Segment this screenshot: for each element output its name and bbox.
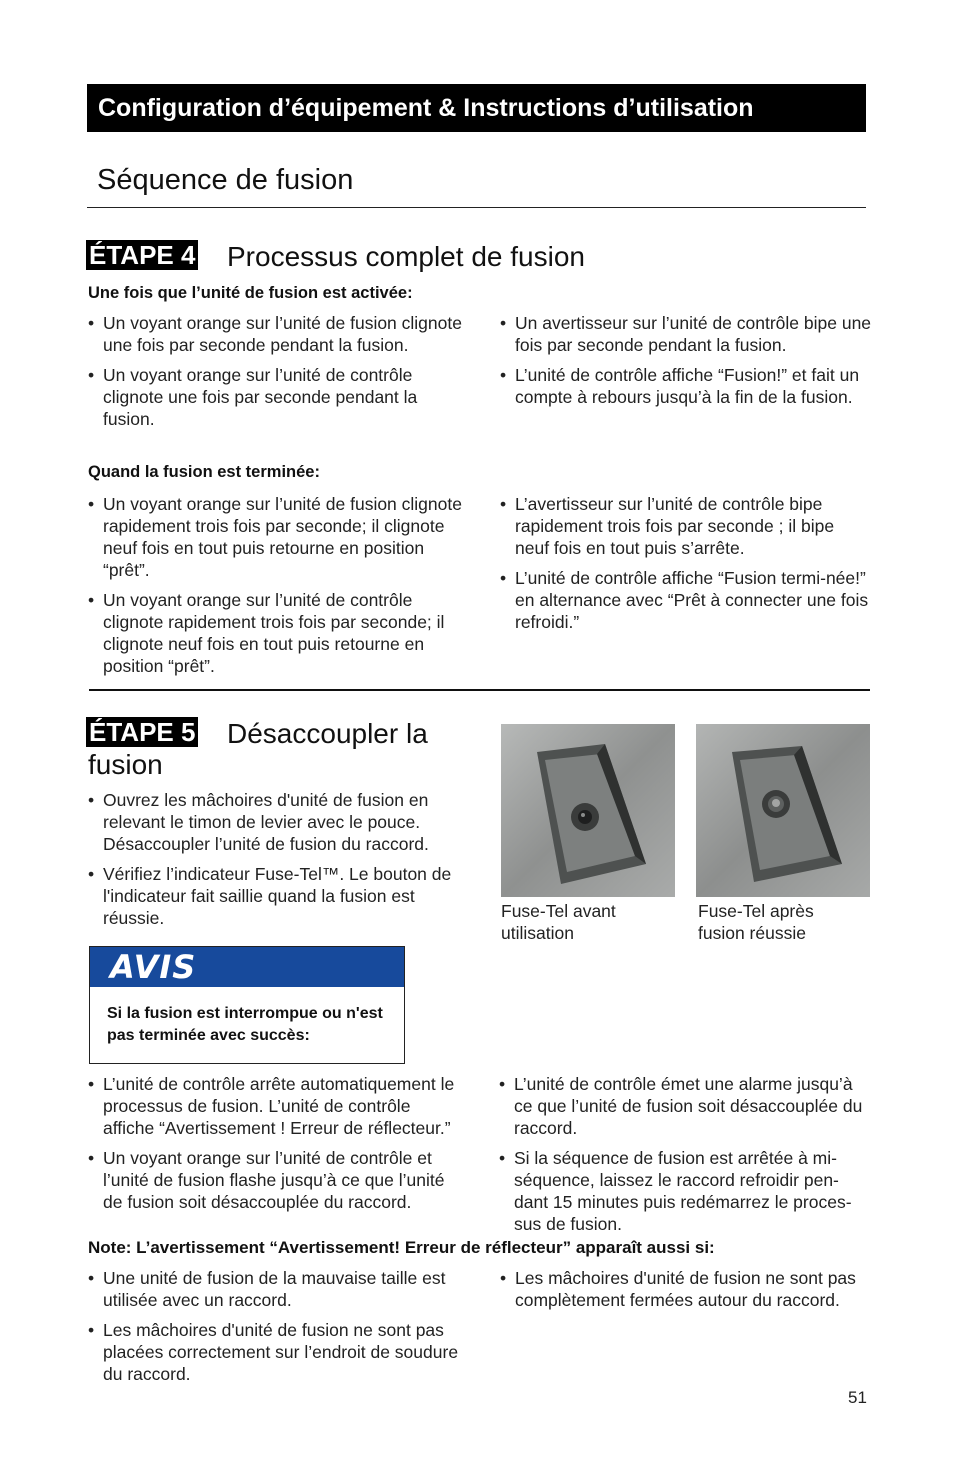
list-item: • Si la séquence de fusion est arrêtée à mi-séquence, laissez le raccord refroidir pen-dant 15 minutes puis redémarrez le proces-sus de fusion. (499, 1147, 867, 1235)
header-title: Configuration d’équipement & Instructions d’utilisation (98, 94, 754, 122)
step4-finished-right-list (500, 493, 872, 641)
list-item: • L’unité de contrôle émet une alarme jusqu’à ce que l’unité de fusion soit désaccouplée du raccord. (499, 1073, 867, 1139)
list-item: • Un voyant orange sur l’unité de contrôle et l’unité de fusion flashe jusqu’à ce que l’unité de fusion soit désaccouplée du raccord. (88, 1147, 460, 1213)
section-divider (87, 207, 866, 208)
list-item: • Ouvrez les mâchoires d'unité de fusion en relevant le timon de levier avec le pouce. Désaccoupler l’unité de fusion du raccord. (88, 789, 453, 855)
fuse-tel-after-caption (698, 900, 868, 944)
note-heading: Note: L’avertissement “Avertissement! Erreur de réflecteur” apparaît aussi si: (88, 1238, 715, 1257)
list-item: • Un voyant orange sur l’unité de fusion clignote rapidement trois fois par seconde; il clignote neuf fois en tout puis retourne en position “prêt”. (88, 493, 463, 581)
list-item: • Vérifiez l’indicateur Fuse-Tel™. Le bouton de l'indicateur fait saillie quand la fusion est réussie. (88, 863, 453, 929)
step4-finished-heading: Quand la fusion est terminée: (88, 463, 320, 481)
list-item: • Les mâchoires d'unité de fusion ne sont pas placées correctement sur l’endroit de soudure du raccord. (88, 1319, 460, 1385)
fuse-tel-after-image (696, 724, 870, 897)
list-item: • L’unité de contrôle affiche “Fusion!” et fait un compte à rebours jusqu’à la fin de la fusion. (500, 364, 872, 408)
step5-title-line2: fusion (88, 749, 163, 780)
step4-title: Processus complet de fusion (227, 241, 585, 272)
caption-line: Fuse-Tel après (698, 901, 814, 921)
section-title: Séquence de fusion (97, 164, 354, 196)
list-item: • L’unité de contrôle arrête automatiquement le processus de fusion. L’unité de contrôle affiche “Avertissement ! Erreur de réflecteur.” (88, 1073, 460, 1139)
interrupted-right-list (499, 1073, 867, 1243)
caption-line: fusion réussie (698, 923, 806, 943)
list-item: • L’avertisseur sur l’unité de contrôle bipe rapidement trois fois par seconde ; il bipe neuf fois en tout puis s’arrête. (500, 493, 872, 559)
step4-finished-left-list (88, 493, 463, 685)
list-item: • Un voyant orange sur l’unité de contrôle clignote une fois par seconde pendant la fusion. (88, 364, 463, 430)
fuse-tel-after-photo (696, 724, 870, 897)
caption-line: Fuse-Tel avant (501, 901, 616, 921)
step5-list (88, 789, 453, 937)
note-left-list (88, 1267, 460, 1393)
page-number: 51 (848, 1388, 867, 1407)
list-item: • L’unité de contrôle affiche “Fusion termi-née!” en alternance avec “Prêt à connecter une fois refroidi.” (500, 567, 872, 633)
header-bar (87, 84, 866, 132)
step4-badge: ÉTAPE 4 (86, 240, 198, 270)
fuse-tel-before-caption (501, 900, 671, 944)
interrupted-left-list (88, 1073, 460, 1221)
list-item: • Un avertisseur sur l’unité de contrôle bipe une fois par seconde pendant la fusion. (500, 312, 872, 356)
note-right-list (500, 1267, 860, 1319)
step5-badge: ÉTAPE 5 (86, 717, 198, 747)
avis-text: Si la fusion est interrompue ou n'est pas terminée avec succès: (107, 1005, 383, 1044)
step4-activated-left-list (88, 312, 463, 438)
avis-notice-box (89, 946, 405, 1064)
step4-activated-right-list (500, 312, 872, 416)
avis-label: AVIS (90, 947, 404, 987)
list-item: • Un voyant orange sur l’unité de contrôle clignote rapidement trois fois par seconde; il clignote neuf fois en tout puis retourne en position “prêt”. (88, 589, 463, 677)
list-item: • Les mâchoires d'unité de fusion ne sont pas complètement fermées autour du raccord. (500, 1267, 860, 1311)
list-item: • Un voyant orange sur l’unité de fusion clignote une fois par seconde pendant la fusion. (88, 312, 463, 356)
fuse-tel-before-image (501, 724, 675, 897)
step4-activated-heading: Une fois que l’unité de fusion est activée: (88, 284, 413, 302)
caption-line: utilisation (501, 923, 574, 943)
step-divider (89, 689, 870, 691)
fuse-tel-before-photo (501, 724, 675, 897)
step5-title-line1: Désaccoupler la (227, 718, 428, 749)
list-item: • Une unité de fusion de la mauvaise taille est utilisée avec un raccord. (88, 1267, 460, 1311)
